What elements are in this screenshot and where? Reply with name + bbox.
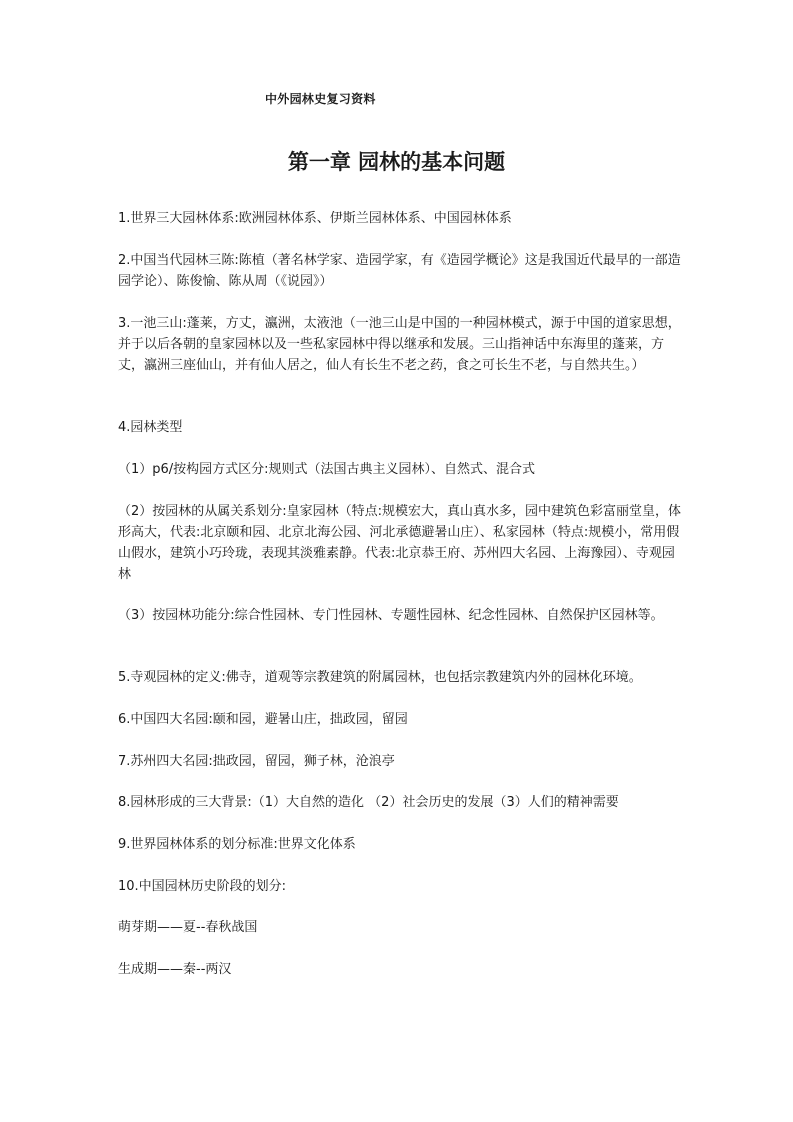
paragraph-9: 6.中国四大名园:颐和园，避暑山庄，拙政园，留园 (118, 712, 408, 727)
paragraph-5: （1）p6/按构园方式区分:规则式（法国古典主义园林）、自然式、混合式 (118, 462, 536, 477)
paragraph-13: 10.中国园林历史阶段的划分: (118, 879, 287, 894)
paragraph-11: 8.园林形成的三大背景:（1）大自然的造化 （2）社会历史的发展（3）人们的精神需要 (118, 795, 619, 810)
paragraph-1: 1.世界三大园林体系:欧洲园林体系、伊斯兰园林体系、中国园林体系 (118, 211, 512, 226)
paragraph-6: （2）按园林的从属关系划分:皇家园林（特点:规模宏大，真山真水多，园中建筑色彩富丽堂皇，体形高大，代表:北京颐和园、北京北海公园、河北承德避暑山庄）、私家园林（特点:规模小，常用假山假水，建筑小巧玲珑，表现其淡雅素静。代表:北京恭王府、苏州四大名园、上海豫园）、寺观园林 (118, 504, 682, 582)
document-title: 中外园林史复习资料 (265, 92, 376, 106)
paragraph-3: 3.一池三山:蓬莱，方丈，瀛洲，太液池（一池三山是中国的一种园林模式，源于中国的道家思想，并于以后各朝的皇家园林以及一些私家园林中得以继承和发展。三山指神话中东海里的蓬莱，方丈，瀛洲三座仙山，并有仙人居之，仙人有长生不老之药，食之可长生不老，与自然共生。） (118, 316, 681, 373)
paragraph-8: 5.寺观园林的定义:佛寺，道观等宗教建筑的附属园林，也包括宗教建筑内外的园林化环境。 (118, 670, 642, 685)
paragraph-12: 9.世界园林体系的划分标准:世界文化体系 (118, 837, 356, 852)
paragraph-7: （3）按园林功能分:综合性园林、专门性园林、专题性园林、纪念性园林、自然保护区园林等。 (118, 608, 664, 623)
paragraph-14: 萌芽期——夏--春秋战国 (118, 920, 258, 935)
paragraph-10: 7.苏州四大名园:拙政园，留园，狮子林，沧浪亭 (118, 754, 395, 769)
paragraph-2: 2.中国当代园林三陈:陈植（著名林学家、造园学家，有《造园学概论》这是我国近代最早的一部造园学论）、陈俊愉、陈从周（《说园》） (118, 253, 681, 289)
paragraph-15: 生成期——秦--两汉 (118, 962, 232, 977)
chapter-heading: 第一章 园林的基本问题 (287, 150, 506, 174)
paragraph-4: 4.园林类型 (118, 420, 183, 435)
